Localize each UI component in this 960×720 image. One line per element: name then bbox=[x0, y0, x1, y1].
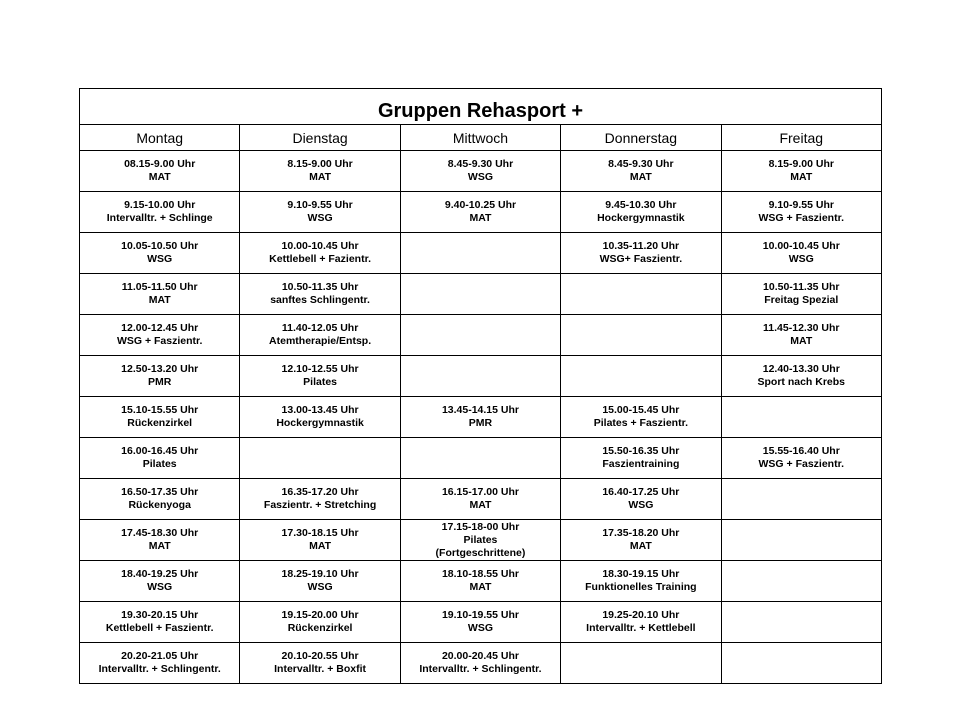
slot-time: 15.50-16.35 Uhr bbox=[602, 445, 680, 457]
slot-activity: Faszientr. + Stretching bbox=[263, 499, 377, 511]
slot-activity: WSG bbox=[467, 622, 494, 634]
slot-time: 18.40-19.25 Uhr bbox=[121, 568, 199, 580]
time-slot-cell bbox=[80, 520, 240, 561]
time-slot-cell bbox=[240, 274, 400, 315]
time-slot-cell bbox=[240, 602, 400, 643]
time-slot-cell bbox=[80, 561, 240, 602]
slot-time: 10.50-11.35 Uhr bbox=[281, 281, 359, 293]
table-row bbox=[80, 233, 882, 274]
time-slot-cell bbox=[80, 315, 240, 356]
table-row bbox=[80, 315, 882, 356]
time-slot-cell bbox=[240, 643, 400, 684]
slot-time: 19.10-19.55 Uhr bbox=[441, 609, 519, 621]
slot-activity: Intervalltr. + Boxfit bbox=[274, 663, 367, 675]
slot-activity: WSG bbox=[147, 253, 173, 265]
day-header-dienstag: Dienstag bbox=[240, 125, 400, 151]
time-slot-cell bbox=[561, 274, 721, 315]
slot-time: 9.10-9.55 Uhr bbox=[287, 199, 353, 211]
time-slot-cell bbox=[561, 438, 721, 479]
time-slot-cell bbox=[400, 602, 560, 643]
time-slot-cell bbox=[721, 602, 881, 643]
time-slot-cell bbox=[400, 356, 560, 397]
slot-activity: sanftes Schlingentr. bbox=[270, 294, 370, 306]
slot-time: 16.50-17.35 Uhr bbox=[121, 486, 199, 498]
slot-time: 19.25-20.10 Uhr bbox=[602, 609, 680, 621]
slot-activity: Rückenzirkel bbox=[287, 622, 353, 634]
slot-time: 11.45-12.30 Uhr bbox=[763, 322, 840, 334]
time-slot-cell bbox=[80, 397, 240, 438]
slot-activity: MAT bbox=[469, 581, 492, 593]
slot-time: 17.30-18.15 Uhr bbox=[281, 527, 359, 539]
slot-time: 13.00-13.45 Uhr bbox=[281, 404, 359, 416]
slot-activity: (Fortgeschrittene) bbox=[435, 546, 526, 559]
time-slot-cell bbox=[721, 233, 881, 274]
title-row bbox=[80, 89, 882, 125]
slot-activity: Hockergymnastik bbox=[597, 212, 685, 224]
slot-activity: MAT bbox=[629, 171, 652, 183]
time-slot-cell bbox=[400, 151, 560, 192]
slot-time: 13.45-14.15 Uhr bbox=[441, 404, 519, 416]
time-slot-cell bbox=[80, 274, 240, 315]
slot-time: 12.10-12.55 Uhr bbox=[281, 363, 359, 375]
slot-time: 16.00-16.45 Uhr bbox=[121, 445, 199, 457]
time-slot-cell bbox=[240, 479, 400, 520]
slot-time: 15.10-15.55 Uhr bbox=[121, 404, 199, 416]
time-slot-cell bbox=[400, 192, 560, 233]
slot-activity: Pilates bbox=[142, 458, 177, 470]
day-header-mittwoch: Mittwoch bbox=[400, 125, 560, 151]
day-header-row bbox=[80, 125, 882, 151]
slot-time: 9.15-10.00 Uhr bbox=[124, 199, 196, 211]
time-slot-cell bbox=[400, 520, 560, 561]
time-slot-cell bbox=[80, 192, 240, 233]
time-slot-cell bbox=[80, 233, 240, 274]
slot-time: 10.35-11.20 Uhr bbox=[602, 240, 680, 252]
slot-time: 10.05-10.50 Uhr bbox=[121, 240, 199, 252]
slot-time: 9.40-10.25 Uhr bbox=[444, 199, 517, 211]
slot-time: 8.15-9.00 Uhr bbox=[768, 158, 834, 170]
table-row bbox=[80, 192, 882, 233]
time-slot-cell bbox=[561, 233, 721, 274]
time-slot-cell bbox=[561, 643, 721, 684]
table-row bbox=[80, 356, 882, 397]
time-slot-cell bbox=[561, 520, 721, 561]
time-slot-cell bbox=[561, 151, 721, 192]
slot-time: 20.20-21.05 Uhr bbox=[121, 650, 199, 662]
table-row bbox=[80, 602, 882, 643]
slot-time: 18.10-18.55 Uhr bbox=[441, 568, 519, 580]
slot-activity: Kettlebell + Fazientr. bbox=[269, 253, 371, 265]
slot-time: 11.40-12.05 Uhr bbox=[281, 322, 359, 334]
slot-activity: WSG+ Faszientr. bbox=[599, 253, 683, 265]
time-slot-cell bbox=[721, 520, 881, 561]
time-slot-cell bbox=[721, 438, 881, 479]
slot-activity: WSG bbox=[467, 171, 494, 183]
time-slot-cell bbox=[80, 356, 240, 397]
time-slot-cell bbox=[561, 561, 721, 602]
slot-activity: WSG + Faszientr. bbox=[758, 458, 844, 470]
slot-time: 16.35-17.20 Uhr bbox=[281, 486, 359, 498]
slot-time: 10.00-10.45 Uhr bbox=[281, 240, 359, 252]
schedule-body bbox=[80, 151, 882, 684]
slot-time: 17.45-18.30 Uhr bbox=[121, 527, 199, 539]
time-slot-cell bbox=[721, 479, 881, 520]
slot-time: 9.10-9.55 Uhr bbox=[768, 199, 834, 211]
time-slot-cell bbox=[721, 151, 881, 192]
slot-activity: Funktionelles Training bbox=[585, 581, 697, 593]
slot-activity: WSG bbox=[628, 499, 654, 511]
time-slot-cell bbox=[240, 315, 400, 356]
slot-activity: WSG bbox=[147, 581, 173, 593]
time-slot-cell bbox=[721, 274, 881, 315]
slot-activity: Sport nach Krebs bbox=[757, 376, 846, 388]
day-header-montag: Montag bbox=[80, 125, 240, 151]
slot-time: 11.05-11.50 Uhr bbox=[121, 281, 198, 293]
time-slot-cell bbox=[240, 151, 400, 192]
slot-activity: MAT bbox=[148, 171, 171, 183]
slot-activity: Pilates bbox=[463, 533, 498, 546]
day-header-donnerstag: Donnerstag bbox=[561, 125, 721, 151]
slot-activity: Kettlebell + Faszientr. bbox=[105, 622, 214, 634]
time-slot-cell bbox=[561, 602, 721, 643]
slot-activity: MAT bbox=[790, 335, 813, 347]
time-slot-cell bbox=[240, 397, 400, 438]
time-slot-cell bbox=[400, 438, 560, 479]
slot-time: 10.00-10.45 Uhr bbox=[762, 240, 840, 252]
time-slot-cell bbox=[80, 151, 240, 192]
time-slot-cell bbox=[80, 438, 240, 479]
slot-activity: WSG + Faszientr. bbox=[758, 212, 844, 224]
time-slot-cell bbox=[400, 561, 560, 602]
time-slot-cell bbox=[561, 479, 721, 520]
slot-activity: MAT bbox=[148, 294, 171, 306]
slot-activity: WSG bbox=[307, 212, 333, 224]
time-slot-cell bbox=[561, 192, 721, 233]
time-slot-cell bbox=[80, 602, 240, 643]
slot-time: 10.50-11.35 Uhr bbox=[763, 281, 840, 293]
slot-activity: MAT bbox=[309, 171, 332, 183]
slot-time: 18.25-19.10 Uhr bbox=[281, 568, 359, 580]
time-slot-cell bbox=[400, 274, 560, 315]
slot-time: 8.45-9.30 Uhr bbox=[608, 158, 674, 170]
time-slot-cell bbox=[240, 192, 400, 233]
slot-time: 08.15-9.00 Uhr bbox=[124, 158, 196, 170]
slot-activity: Rückenyoga bbox=[128, 499, 191, 511]
slot-time: 17.15-18-00 Uhr bbox=[441, 520, 520, 533]
slot-time: 15.55-16.40 Uhr bbox=[762, 445, 840, 457]
slot-time: 12.50-13.20 Uhr bbox=[121, 363, 199, 375]
slot-activity: MAT bbox=[148, 540, 171, 552]
table-row bbox=[80, 438, 882, 479]
slot-activity: MAT bbox=[629, 540, 652, 552]
slot-time: 9.45-10.30 Uhr bbox=[605, 199, 677, 211]
slot-time: 16.40-17.25 Uhr bbox=[602, 486, 680, 498]
time-slot-cell bbox=[80, 479, 240, 520]
time-slot-cell bbox=[721, 356, 881, 397]
slot-activity: Pilates + Faszientr. bbox=[593, 417, 688, 429]
time-slot-cell bbox=[240, 561, 400, 602]
slot-activity: Hockergymnastik bbox=[276, 417, 364, 429]
time-slot-cell bbox=[400, 643, 560, 684]
slot-activity: Intervalltr. + Schlingentr. bbox=[98, 663, 221, 675]
slot-activity: PMR bbox=[468, 417, 493, 429]
table-row bbox=[80, 561, 882, 602]
slot-activity: Atemtherapie/Entsp. bbox=[269, 335, 372, 347]
time-slot-cell bbox=[240, 233, 400, 274]
table-row bbox=[80, 479, 882, 520]
time-slot-cell bbox=[80, 643, 240, 684]
time-slot-cell bbox=[400, 479, 560, 520]
slot-time: 20.10-20.55 Uhr bbox=[281, 650, 359, 662]
time-slot-cell bbox=[400, 315, 560, 356]
time-slot-cell bbox=[400, 233, 560, 274]
slot-activity: Freitag Spezial bbox=[764, 294, 839, 306]
table-row bbox=[80, 397, 882, 438]
time-slot-cell bbox=[721, 397, 881, 438]
slot-activity: MAT bbox=[790, 171, 813, 183]
slot-activity: WSG + Faszientr. bbox=[116, 335, 203, 347]
slot-activity: Pilates bbox=[303, 376, 338, 388]
time-slot-cell bbox=[240, 520, 400, 561]
slot-activity: Faszientraining bbox=[602, 458, 680, 470]
time-slot-cell bbox=[561, 397, 721, 438]
slot-time: 15.00-15.45 Uhr bbox=[602, 404, 680, 416]
time-slot-cell bbox=[561, 356, 721, 397]
slot-activity: Intervalltr. + Schlingentr. bbox=[419, 663, 542, 675]
slot-time: 12.00-12.45 Uhr bbox=[121, 322, 199, 334]
time-slot-cell bbox=[240, 438, 400, 479]
time-slot-cell bbox=[721, 643, 881, 684]
slot-activity: MAT bbox=[309, 540, 332, 552]
slot-time: 19.15-20.00 Uhr bbox=[281, 609, 359, 621]
table-row bbox=[80, 274, 882, 315]
time-slot-cell bbox=[561, 315, 721, 356]
table-row bbox=[80, 520, 882, 561]
slot-activity: PMR bbox=[148, 376, 172, 388]
slot-activity: Rückenzirkel bbox=[127, 417, 193, 429]
day-header-freitag: Freitag bbox=[721, 125, 881, 151]
slot-activity: MAT bbox=[469, 499, 492, 511]
slot-time: 12.40-13.30 Uhr bbox=[762, 363, 840, 375]
table-title: Gruppen Rehasport + bbox=[80, 89, 882, 125]
table-row bbox=[80, 151, 882, 192]
slot-activity: Intervalltr. + Schlinge bbox=[106, 212, 213, 224]
slot-activity: MAT bbox=[469, 212, 492, 224]
time-slot-cell bbox=[721, 561, 881, 602]
time-slot-cell bbox=[721, 315, 881, 356]
slot-time: 20.00-20.45 Uhr bbox=[441, 650, 519, 662]
slot-time: 18.30-19.15 Uhr bbox=[602, 568, 680, 580]
time-slot-cell bbox=[400, 397, 560, 438]
table-row bbox=[80, 643, 882, 684]
slot-activity: WSG bbox=[307, 581, 333, 593]
slot-time: 16.15-17.00 Uhr bbox=[441, 486, 519, 498]
slot-time: 17.35-18.20 Uhr bbox=[602, 527, 680, 539]
slot-time: 8.45-9.30 Uhr bbox=[447, 158, 514, 170]
time-slot-cell bbox=[721, 192, 881, 233]
slot-time: 8.15-9.00 Uhr bbox=[287, 158, 353, 170]
slot-time: 19.30-20.15 Uhr bbox=[121, 609, 199, 621]
schedule-table bbox=[79, 88, 882, 684]
time-slot-cell bbox=[240, 356, 400, 397]
slot-activity: WSG bbox=[788, 253, 814, 265]
slot-activity: Intervalltr. + Kettlebell bbox=[586, 622, 696, 634]
